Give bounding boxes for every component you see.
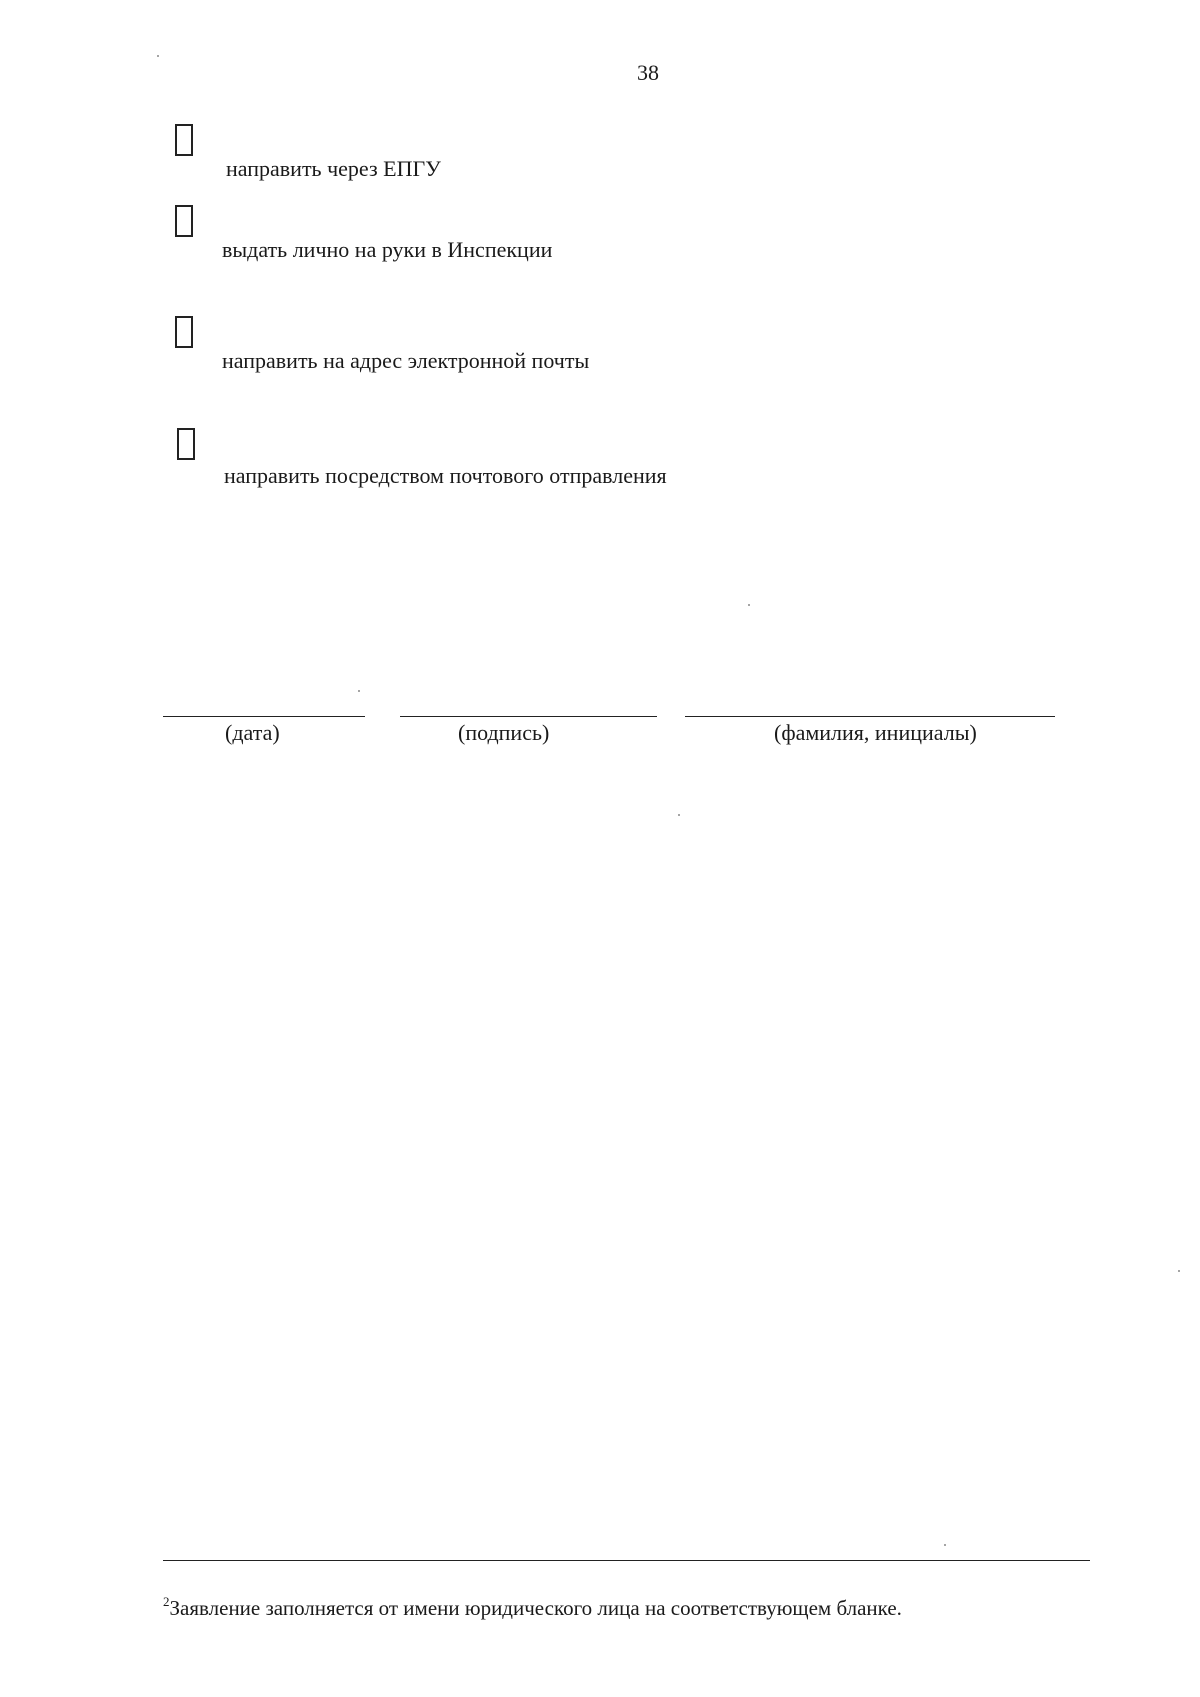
scan-speck	[1178, 1270, 1180, 1272]
name-caption: (фамилия, инициалы)	[774, 720, 977, 745]
option-label-epgu: направить через ЕПГУ	[226, 156, 441, 181]
date-line[interactable]	[163, 716, 365, 717]
page-number: 38	[637, 60, 659, 85]
option-label-email: направить на адрес электронной почты	[222, 348, 590, 373]
signature-line[interactable]	[400, 716, 657, 717]
name-line[interactable]	[685, 716, 1055, 717]
footnote-text: Заявление заполняется от имени юридического лица на соответствующем бланке.	[169, 1596, 902, 1620]
option-label-in-person: выдать лично на руки в Инспекции	[222, 237, 553, 262]
footnote-divider	[163, 1560, 1090, 1561]
option-checkbox-epgu[interactable]	[175, 124, 193, 156]
scan-speck	[358, 690, 360, 692]
option-checkbox-in-person[interactable]	[175, 205, 193, 237]
option-checkbox-email[interactable]	[175, 316, 193, 348]
option-checkbox-post[interactable]	[177, 428, 195, 460]
signature-caption: (подпись)	[458, 720, 550, 745]
scan-speck	[678, 814, 680, 816]
scan-speck	[944, 1544, 946, 1546]
option-label-post: направить посредством почтового отправления	[224, 463, 667, 488]
date-caption: (дата)	[225, 720, 280, 745]
footnote-marker: 2	[163, 1594, 170, 1609]
scan-speck	[157, 55, 159, 57]
scan-speck	[748, 604, 750, 606]
footnote	[163, 1594, 902, 1621]
